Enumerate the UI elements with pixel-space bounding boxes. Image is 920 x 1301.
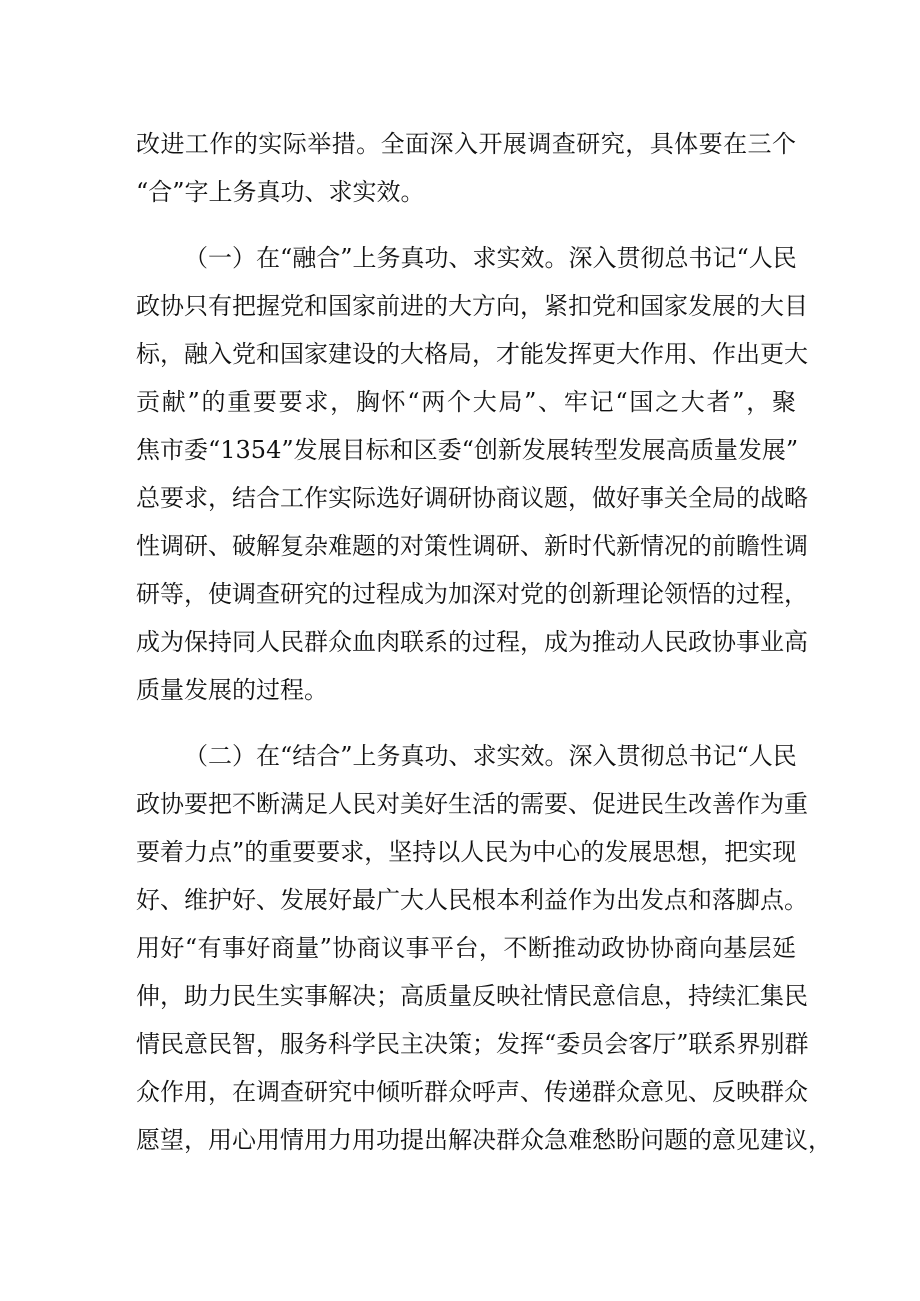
text-line: 用好“有事好商量”协商议事平台，不断推动政协协商向基层延 [136,934,796,962]
text-line: 质量发展的过程。 [136,676,328,704]
text-line: 政协要把不断满足人民对美好生活的需要、促进民生改善作为重 [136,790,808,818]
text-line: （一）在“融合”上务真功、求实效。深入贯彻总书记“人民 [184,244,797,272]
text-line: 研等，使调查研究的过程成为加深对党的创新理论领悟的过程， [136,580,808,608]
paragraph-intro [136,120,796,216]
text-line: 标，融入党和国家建设的大格局，才能发挥更大作用、作出更大 [136,340,808,368]
text-line: 情民意民智，服务科学民主决策；发挥“委员会客厅”联系界别群 [136,1030,809,1058]
text-line: 改进工作的实际举措。全面深入开展调查研究，具体要在三个 [136,130,796,158]
text-line: 伸，助力民生实事解决；高质量反映社情民意信息，持续汇集民 [136,982,808,1010]
text-line: 众作用，在调查研究中倾听群众呼声、传递群众意见、反映群众 [136,1078,808,1106]
text-line: 成为保持同人民群众血肉联系的过程，成为推动人民政协事业高 [136,628,808,656]
text-line: 愿望，用心用情用力用功提出解决群众急难愁盼问题的意见建议， [136,1126,832,1154]
document-body [136,120,832,1182]
text-line: 总要求，结合工作实际选好调研协商议题，做好事关全局的战略 [136,484,808,512]
text-line: （二）在“结合”上务真功、求实效。深入贯彻总书记“人民 [184,742,797,770]
paragraph-section-one [136,234,808,714]
text-line: “合”字上务真功、求实效。 [136,178,425,206]
text-line: 性调研、破解复杂难题的对策性调研、新时代新情况的前瞻性调 [136,532,808,560]
text-line: 贡献”的重要要求，胸怀“两个大局”、牢记“国之大者”，聚 [136,388,796,416]
text-line: 好、维护好、发展好最广大人民根本利益作为出发点和落脚点。 [136,886,808,914]
text-line: 焦市委“1354”发展目标和区委“创新发展转型发展高质量发展” [136,436,799,464]
text-line: 要着力点”的重要要求，坚持以人民为中心的发展思想，把实现 [136,838,797,866]
text-line: 政协只有把握党和国家前进的大方向，紧扣党和国家发展的大目 [136,292,808,320]
paragraph-section-two [136,732,832,1164]
